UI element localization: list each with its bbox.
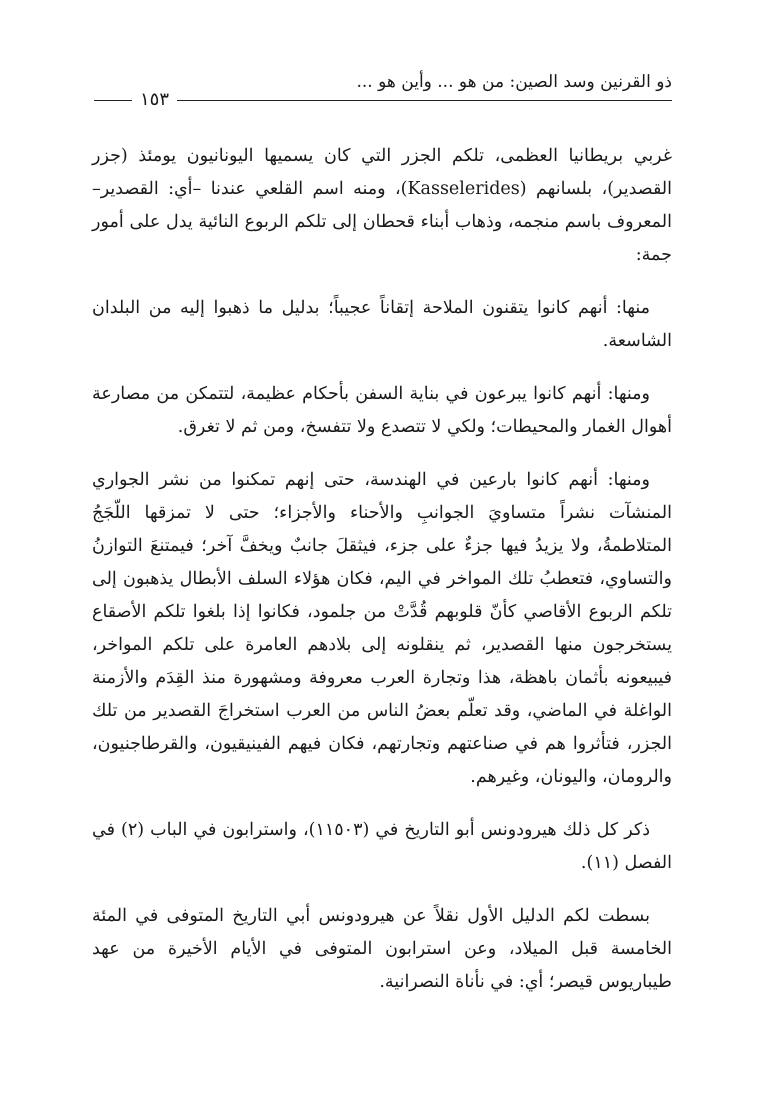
paragraph-2: منها: أنهم كانوا يتقنون الملاحة إتقاناً عجيباً؛ بدليل ما ذهبوا إليه من البلدان الشاسعة.: [92, 298, 672, 351]
running-header: [94, 70, 672, 110]
body-text: [92, 140, 672, 1019]
header-rule: [94, 100, 672, 101]
paragraph-6: بسطت لكم الدليل الأول نقلاً عن هيرودونس أبي التاريخ المتوفى في المئة الخامسة قبل الميلاد، وعن استرابون المتوفى في الأيام الأخيرة من عهد طيباريوس قيصر؛ أي: في نأناة النصرانية.: [92, 906, 672, 992]
running-title: ذو القرنين وسد الصين: من هو ... وأين هو ...: [356, 72, 672, 92]
paragraph-5: ذكر كل ذلك هيرودونس أبو التاريخ في (١١٥٠٣)، واسترابون في الباب (٢) في الفصل (١١).: [92, 820, 672, 873]
page-number: ١٥٣: [132, 88, 177, 112]
paragraph-3: ومنها: أنهم كانوا يبرعون في بناية السفن بأحكام عظيمة، لتتمكن من مصارعة أهوال الغمار والمحيطات؛ ولكي لا تتصدع ولا تتفسخ، ومن ثم لا تغرق.: [92, 384, 672, 437]
paragraph-1: غربي بريطانيا العظمى، تلكم الجزر التي كان يسميها اليونانيون يومئذ (جزر القصدير)، بلسانهم (Kasselerides)، ومنه اسم القلعي عندنا –أي: القصدير– المعروف باسم منجمه، وذهاب أبناء قحطان إلى تلكم الربوع النائية يدل على أمور جمة:: [92, 146, 672, 265]
paragraph-4: ومنها: أنهم كانوا بارعين في الهندسة، حتى إنهم تمكنوا من نشر الجواري المنشآت نشراً متساويَ الجوانبِ والأحناء والأجزاء؛ حتى لا تمزقها اللّجَجُ المتلاطمةُ، ولا يزيدُ فيها جزءٌ على جزء، فيثقلَ جانبٌ ويخفَّ آخر؛ فيمتنعَ التوازنُ والتساوي، فتعطبُ تلك المواخر في اليم، فكان هؤلاء السلف الأبطال يذهبون إلى تلكم الربوع الأقاصي كأنّ قلوبهم قُدَّتْ من جلمود، فكانوا إذا بلغوا تلكم الأصقاع يستخرجون منها القصدير، ثم ينقلونه إلى بلادهم العامرة على تلكم المواخر، فيبيعونه بأثمان باهظة، هذا وتجارة العرب معروفة ومشهورة منذ القِدَم والأزمنة الواغلة في الماضي، وقد تعلّم بعضُ الناس من العرب استخراجَ القصدير من تلك الجزر، فتأثروا هم في صناعتهم وتجارتهم، فكان فيهم الفينيقيون، والقرطاجنيون، والرومان، واليونان، وغيرهم.: [92, 470, 672, 787]
